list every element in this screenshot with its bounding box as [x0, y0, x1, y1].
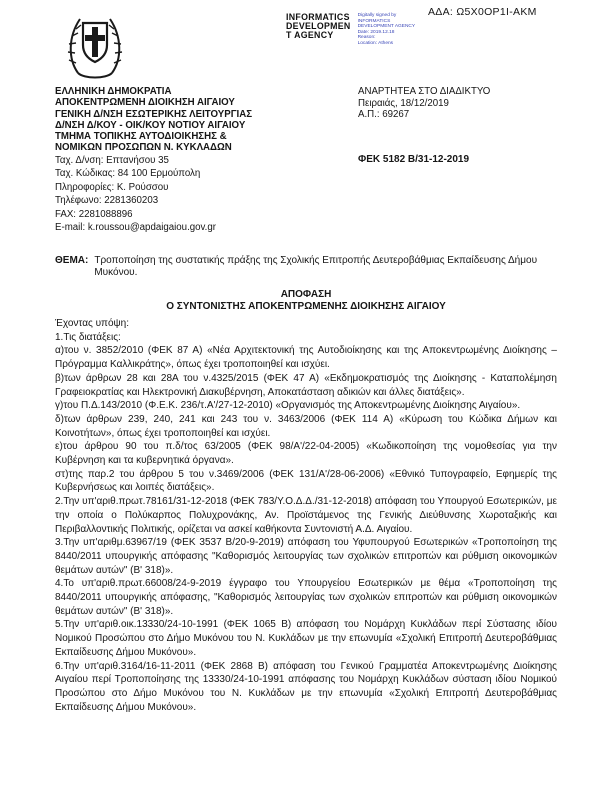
sender-line: Δ/ΝΣΗ Δ/ΚΟΥ - ΟΙΚ/ΚΟΥ ΝΟΤΙΟΥ ΑΙΓΑΙΟΥ — [55, 119, 246, 131]
sender-line: ΕΛΛΗΝΙΚΗ ΔΗΜΟΚΡΑΤΙΑ — [55, 86, 172, 97]
protocol-number: Α.Π.: 69267 — [358, 109, 410, 121]
signature-detail-line: Digitally signed by — [357, 13, 397, 18]
contact-email-line: E-mail: k.roussou@apdaigaiou.gov.gr — [55, 222, 216, 234]
sender-line: ΑΠΟΚΕΝΤΡΩΜΕΝΗ ΔΙΟΙΚΗΣΗ ΑΙΓΑΙΟΥ — [55, 97, 235, 109]
body-paragraph: Έχοντας υπόψη: — [55, 318, 129, 329]
reference-block — [358, 86, 490, 121]
signature-detail-line: DEVELOPMENT AGENCY — [357, 24, 416, 30]
body-paragraph: 3.Την υπ'αριθμ.63967/19 (ΦΕΚ 3537 Β/20-9-2019) απόφαση του Υφυπουργού Εσωτερικών «Τροποποίηση της 8440/2011 υπουργικής απόφασης "Καθορισμός λειτουργίας των σχολικών επιτροπών και ρύθμιση οικονομικών θεμάτων αυτών" (Β' 318)». — [55, 537, 557, 576]
place-date: Πειραιάς, 18/12/2019 — [358, 97, 449, 109]
body-paragraph: 6.Την υπ'αριθ.3164/16-11-2011 (ΦΕΚ 2868 Β) απόφαση του Γενικού Γραμματέα Αποκεντρωμένης Διοίκησης Αιγαίου περί Τροποποίησης της 13330/24-10-1991 απόφασης του Νομάρχη Κυκλάδων σύσταση ιδίου Νομικού Προσώπου στο Δήμο Μυκόνου του Ν. Κυκλάδων με την επωνυμία «Σχολική Επιτροπή Δευτεροβάθμιας Εκπαίδευσης Δήμου Μυκόνου». — [55, 660, 557, 713]
body-paragraph: δ)των άρθρων 239, 240, 241 και 243 του ν. 3463/2006 (ΦΕΚ 114 Α) «Κύρωση του Κώδικα Δήμων και Κοινοτήτων», όπως έχει τροποποιηθεί και ισχύει. — [55, 413, 557, 439]
subject-label: ΘΕΜΑ: — [55, 255, 89, 266]
sender-header-block — [55, 86, 252, 154]
body-paragraph: 5.Την υπ'αριθ.οικ.13330/24-10-1991 (ΦΕΚ 1065 Β) απόφαση του Νομάρχη Κυκλάδων περί Σύστασης ιδίου Νομικού Προσώπου στο Δήμο Μυκόνου του Ν. Κυκλάδων με την επωνυμία «Σχολική Επιτροπή Δευτεροβάθμιας Εκπαίδευσης Δήμου Μυκόνου». — [55, 619, 557, 658]
decision-title: ΑΠΟΦΑΣΗ — [280, 289, 332, 300]
body-paragraph: 4.Το υπ'αριθ.πρωτ.66008/24-9-2019 έγγραφο του Υπουργείου Εσωτερικών με θέμα «Τροποποίηση της 8440/2011 υπουργικής απόφασης, "Καθορισμός λειτουργίας των σχολικών επιτροπών και ρύθμιση οικονομικών θεμάτων αυτών" (Β' 318)». — [55, 578, 557, 617]
digital-signature-stamp — [286, 13, 422, 47]
signature-agency-line: DEVELOPMEN — [286, 21, 351, 32]
contact-fax-line: FAX: 2281088896 — [55, 208, 133, 220]
signature-details — [358, 13, 422, 47]
fek-reference: ΦΕΚ 5182 Β/31-12-2019 — [358, 154, 470, 165]
body-paragraph: 1.Τις διατάξεις: — [55, 331, 121, 343]
signature-agency-name — [286, 13, 351, 41]
contact-phone-line: Τηλέφωνο: 2281360203 — [55, 195, 159, 207]
body-paragraph: α)του ν. 3852/2010 (ΦΕΚ 87 Α) «Νέα Αρχιτεκτονική της Αυτοδιοίκησης και της Αποκεντρωμένης Διοίκησης – Πρόγραμμα Καλλικράτης», όπως έχει τροποποιηθεί και ισχύει. — [55, 345, 557, 371]
body-paragraph: στ)της παρ.2 του άρθρου 5 του ν.3469/2006 (ΦΕΚ 131/Α'/28-06-2006) «Εθνικό Τυπογραφείο, Εφημερίς της Κυβερνήσεως και λοιπές διατάξεις». — [55, 468, 557, 494]
signature-detail-line: Date: 2019.12.18 — [357, 29, 395, 35]
subject-section — [55, 255, 557, 280]
sender-line: ΝΟΜΙΚΩΝ ΠΡΟΣΩΠΩΝ Ν. ΚΥΚΛΑΔΩΝ — [55, 142, 232, 154]
signature-detail-line: Reason: — [357, 35, 376, 41]
anartitea-label: ΑΝΑΡΤΗΤΕΑ ΣΤΟ ΔΙΑΔΙΚΤΥΟ — [358, 86, 491, 97]
contact-block — [55, 154, 216, 234]
contact-postcode-line: Ταχ. Κώδικας: 84 100 Ερμούπολη — [55, 168, 201, 180]
subject-text: Τροποποίηση της συστατικής πράξης της Σχολικής Επιτροπής Δευτεροβάθμιας Εκπαίδευσης Δήμου Μυκόνου. — [94, 255, 538, 279]
body-paragraph: 2.Την υπ'αριθ.πρωτ.78161/31-12-2018 (ΦΕΚ 783/Υ.Ο.Δ.Δ./31-12-2018) απόφαση του Υπουργού Εσωτερικών, με την οποία ο Πολύκαρπος Πολυχρονάκης, Αν. Προϊστάμενος της Γενικής Διεύθυνσης Χωροταξικής και Περιβαλλοντικής Πολιτικής, ορίζεται να ασκεί καθήκοντα Συντονιστή Α.Δ. Αιγαίου. — [55, 496, 557, 535]
signature-agency-line: INFORMATICS — [286, 12, 350, 22]
decision-heading — [0, 289, 612, 312]
signature-agency-line: T AGENCY — [286, 30, 334, 41]
signature-detail-line: Location: Athens — [357, 40, 394, 46]
body-paragraph: β)των άρθρων 28 και 28Α του ν.4325/2015 (ΦΕΚ 47 Α) «Εκδημοκρατισμός της Διοίκησης - Καταπολέμηση Γραφειοκρατίας και Ηλεκτρονική Διακυβέρνηση, Αποκατάσταση αδικιών και άλλες διατάξεις». — [55, 372, 557, 398]
sender-line: ΤΜΗΜΑ ΤΟΠΙΚΗΣ ΑΥΤΟΔΙΟΙΚΗΣΗΣ & — [55, 131, 227, 143]
greek-coat-of-arms-icon — [62, 11, 128, 81]
ada-code: ΑΔΑ: Ω5Χ0ΟΡ1Ι-ΑΚΜ — [428, 6, 537, 18]
sender-line: ΓΕΝΙΚΗ Δ/ΝΣΗ ΕΣΩΤΕΡΙΚΗΣ ΛΕΙΤΟΥΡΓΙΑΣ — [55, 108, 253, 120]
decision-subtitle: Ο ΣΥΝΤΟΝΙΣΤΗΣ ΑΠΟΚΕΝΤΡΩΜΕΝΗΣ ΔΙΟΙΚΗΣΗΣ ΑΙΓΑΙΟΥ — [166, 300, 446, 312]
document-body — [55, 317, 557, 714]
body-paragraph: γ)του Π.Δ.143/2010 (Φ.Ε.Κ. 236/τ.Α'/27-12-2010) «Οργανισμός της Αποκεντρωμένης Διοίκησης Αιγαίου». — [55, 400, 521, 412]
contact-person-line: Πληροφορίες: Κ. Ρούσσου — [55, 181, 169, 193]
signature-detail-line: INFORMATICS — [357, 18, 391, 24]
body-paragraph: ε)του άρθρου 90 του π.δ/τος 63/2005 (ΦΕΚ 98/Α'/22-04-2005) «Κωδικοποίηση της νομοθεσίας για την Κυβέρνηση και τα κυβερνητικά όργανα». — [55, 441, 557, 467]
contact-address-line: Ταχ. Δ/νση: Επτανήσου 35 — [55, 155, 169, 166]
